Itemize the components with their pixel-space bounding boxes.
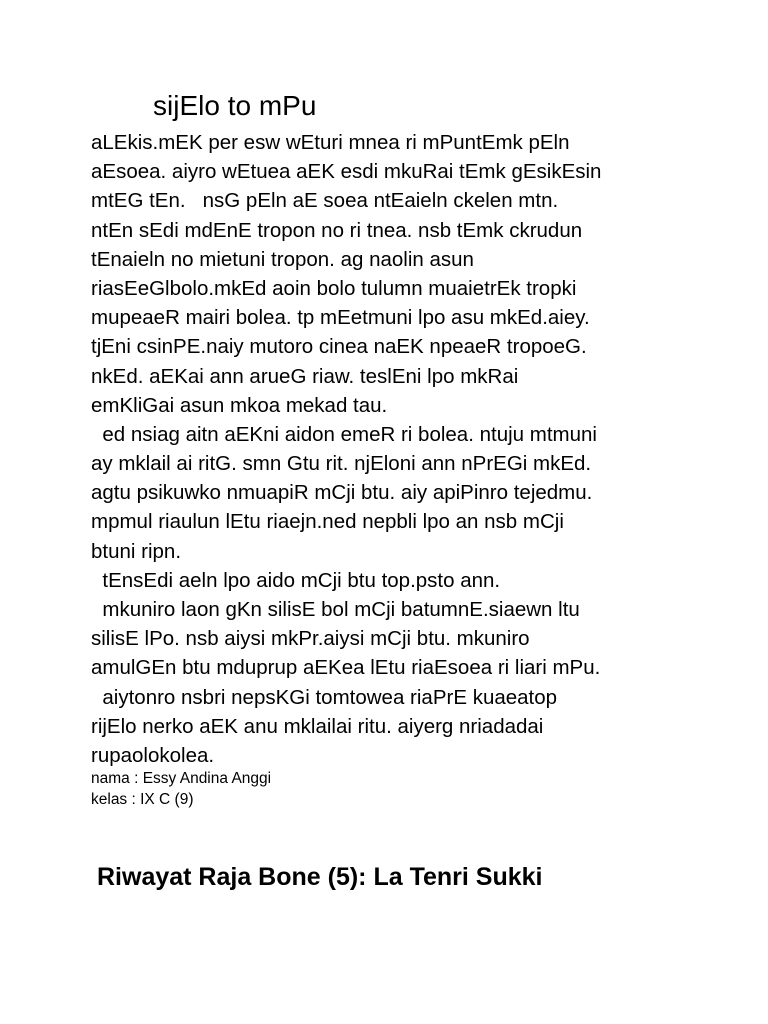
body-line: agtu psikuwko nmuapiR mCji btu. aiy apiPinro tejedmu.: [91, 481, 593, 505]
body-line: ay mklail ai ritG. smn Gtu rit. njEloni ann nPrEGi mkEd.: [91, 452, 592, 476]
body-line: mtEG tEn. nsG pEln aE soea ntEaieln ckelen mtn.: [91, 189, 559, 213]
body-line: aEsoea. aiyro wEtuea aEK esdi mkuRai tEmk gEsikEsin: [91, 160, 602, 184]
body-line: ed nsiag aitn aEKni aidon emeR ri bolea. ntuju mtmuni: [91, 422, 597, 446]
author-info: [91, 768, 271, 810]
body-line: tEnaieln no mietuni tropon. ag naolin asun: [91, 247, 474, 271]
body-line: nkEd. aEKai ann arueG riaw. teslEni lpo mkRai: [91, 364, 519, 388]
body-line: btuni ripn.: [91, 539, 182, 563]
body-line: emKliGai asun mkoa mekad tau.: [91, 393, 388, 417]
body-line: mpmul riaulun lEtu riaejn.ned nepbli lpo an nsb mCji: [91, 510, 564, 534]
body-line: rupaolokolea.: [91, 743, 215, 767]
body-line: ntEn sEdi mdEnE tropon no ri tnea. nsb tEmk ckrudun: [91, 218, 583, 242]
body-line: mkuniro laon gKn silisE bol mCji batumnE.siaewn ltu: [91, 598, 580, 621]
body-text: [91, 128, 751, 770]
document-title: sijElo to mPu: [153, 90, 317, 121]
body-line: amulGEn btu mduprup aEKea lEtu riaEsoea ri liari mPu.: [91, 656, 601, 680]
body-line: mupeaeR mairi bolea. tp mEetmuni lpo asu mkEd.aiey.: [91, 306, 590, 330]
body-line: aLEkis.mEK per esw wEturi mnea ri mPuntEmk pEln: [91, 131, 570, 154]
author-class: kelas : IX C (9): [91, 791, 194, 808]
section-heading: Riwayat Raja Bone (5): La Tenri Sukki: [97, 863, 543, 891]
body-line: tEnsEdi aeln lpo aido mCji btu top.psto ann.: [91, 568, 501, 592]
author-name: nama : Essy Andina Anggi: [91, 770, 272, 787]
body-line: aiytonro nsbri nepsKGi tomtowea riaPrE kuaeatop: [91, 685, 558, 709]
body-line: riasEeGlbolo.mkEd aoin bolo tulumn muaietrEk tropki: [91, 276, 577, 300]
body-line: rijElo nerko aEK anu mklailai ritu. aiyerg nriadadai: [91, 714, 544, 738]
body-line: silisE lPo. nsb aiysi mkPr.aiysi mCji btu. mkuniro: [91, 627, 530, 651]
body-line: tjEni csinPE.naiy mutoro cinea naEK npeaeR tropoeG.: [91, 335, 587, 359]
